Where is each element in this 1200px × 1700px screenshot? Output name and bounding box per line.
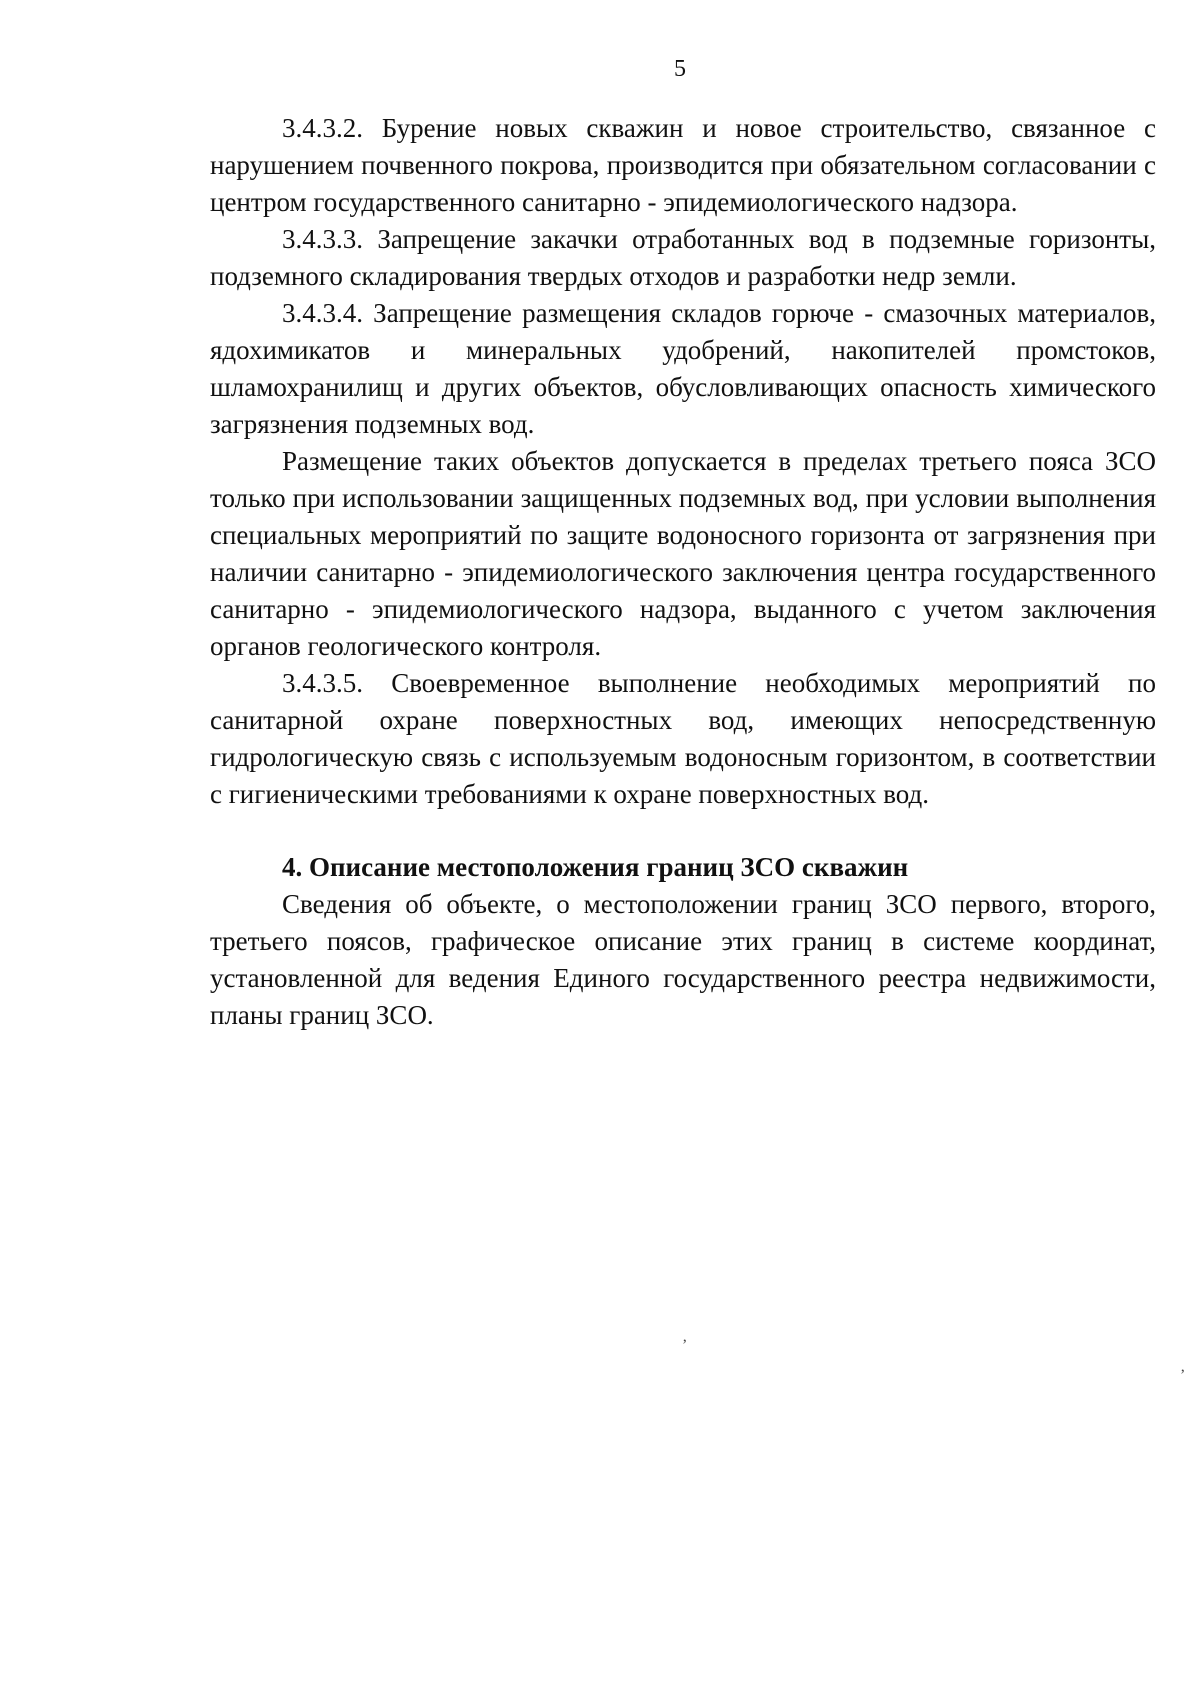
paragraph-3-4-3-4: 3.4.3.4. Запрещение размещения складов горюче - смазочных материалов, ядохимикатов и минеральных удобрений, накопителей промстоков, шламохранилищ и других объектов, обусловливающих опасность химического загрязнения подземных вод.: [210, 298, 1156, 439]
paragraph-placement-conditions: Размещение таких объектов допускается в пределах третьего пояса ЗСО только при использовании защищенных подземных вод, при условии выполнения специальных мероприятий по защите водоносного горизонта от загрязнения при наличии санитарно - эпидемиологического заключения центра государственного санитарно - эпидемиологического надзора, выданного с учетом заключения органов геологического контроля.: [210, 446, 1156, 661]
paragraph-3-4-3-5: 3.4.3.5. Своевременное выполнение необходимых мероприятий по санитарной охране поверхностных вод, имеющих непосредственную гидрологическую связь с используемым водоносным горизонтом, в соответствии с гигиеническими требованиями к охране поверхностных вод.: [210, 668, 1156, 809]
document-body: [210, 110, 1156, 1034]
stray-mark: ʼ: [682, 1337, 688, 1354]
paragraph-3-4-3-2: 3.4.3.2. Бурение новых скважин и новое строительство, связанное с нарушением почвенного покрова, производится при обязательном согласовании с центром государственного санитарно - эпидемиологического надзора.: [210, 113, 1156, 217]
stray-mark: ʼ: [1180, 1367, 1186, 1384]
paragraph-3-4-3-3: 3.4.3.3. Запрещение закачки отработанных вод в подземные горизонты, подземного складирования твердых отходов и разработки недр земли.: [210, 224, 1156, 291]
section-heading-4: 4. Описание местоположения границ ЗСО скважин: [282, 852, 909, 882]
section-4-text: Сведения об объекте, о местоположении границ ЗСО первого, второго, третьего поясов, графическое описание этих границ в системе координат, установленной для ведения Единого государственного реестра недвижимости, планы границ ЗСО.: [210, 889, 1156, 1030]
page-number: 5: [674, 56, 686, 82]
